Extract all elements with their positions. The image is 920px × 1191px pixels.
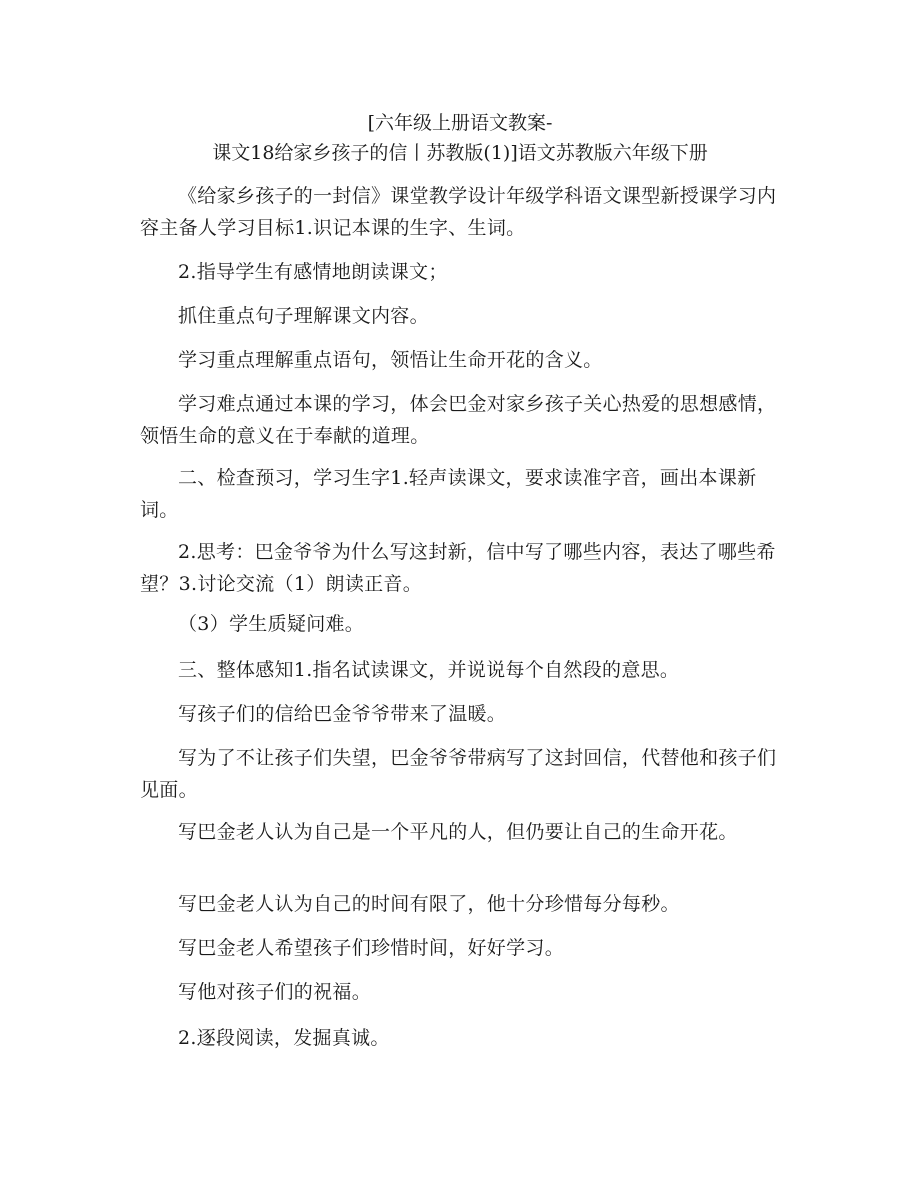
paragraph-1: 《给家乡孩子的一封信》课堂教学设计年级学科语文课型新授课学习内容主备人学习目标1.识记本课的生字、生词。 [140,185,777,239]
paragraph-7: 2.思考：巴金爷爷为什么写这封新，信中写了哪些内容，表达了哪些希望？3.讨论交流（1）朗读正音。 [140,541,776,595]
document-title [130,108,790,168]
paragraph-15: 写他对孩子们的祝福。 [178,981,372,1003]
paragraph-9: 三、整体感知1.指名试读课文，并说说每个自然段的意思。 [178,659,680,681]
paragraph-10: 写孩子们的信给巴金爷爷带来了温暖。 [178,703,507,725]
paragraph-5: 学习难点通过本课的学习，体会巴金对家乡孩子关心热爱的思想感情，领悟生命的意义在于奉献的道理。 [140,393,777,447]
paragraph-8: （3）学生质疑问难。 [178,613,365,635]
paragraph-6: 二、检查预习，学习生字1.轻声读课文，要求读准字音，画出本课新词。 [140,467,757,521]
paragraph-4: 学习重点理解重点语句，领悟让生命开花的含义。 [178,349,603,371]
title-line-1: [六年级上册语文教案- [367,112,553,134]
paragraph-3: 抓住重点句子理解课文内容。 [178,305,429,327]
paragraph-12: 写巴金老人认为自己是一个平凡的人，但仍要让自己的生命开花。 [178,821,738,843]
paragraph-14: 写巴金老人希望孩子们珍惜时间，好好学习。 [178,937,565,959]
title-line-2: 课文18给家乡孩子的信丨苏教版(1)]语文苏教版六年级下册 [212,142,708,164]
paragraph-11: 写为了不让孩子们失望，巴金爷爷带病写了这封回信，代替他和孩子们见面。 [140,747,777,801]
paragraph-16: 2.逐段阅读，发掘真诚。 [178,1027,390,1049]
paragraph-13: 写巴金老人认为自己的时间有限了，他十分珍惜每分每秒。 [178,893,680,915]
paragraph-2: 2.指导学生有感情地朗读课文； [178,261,448,283]
